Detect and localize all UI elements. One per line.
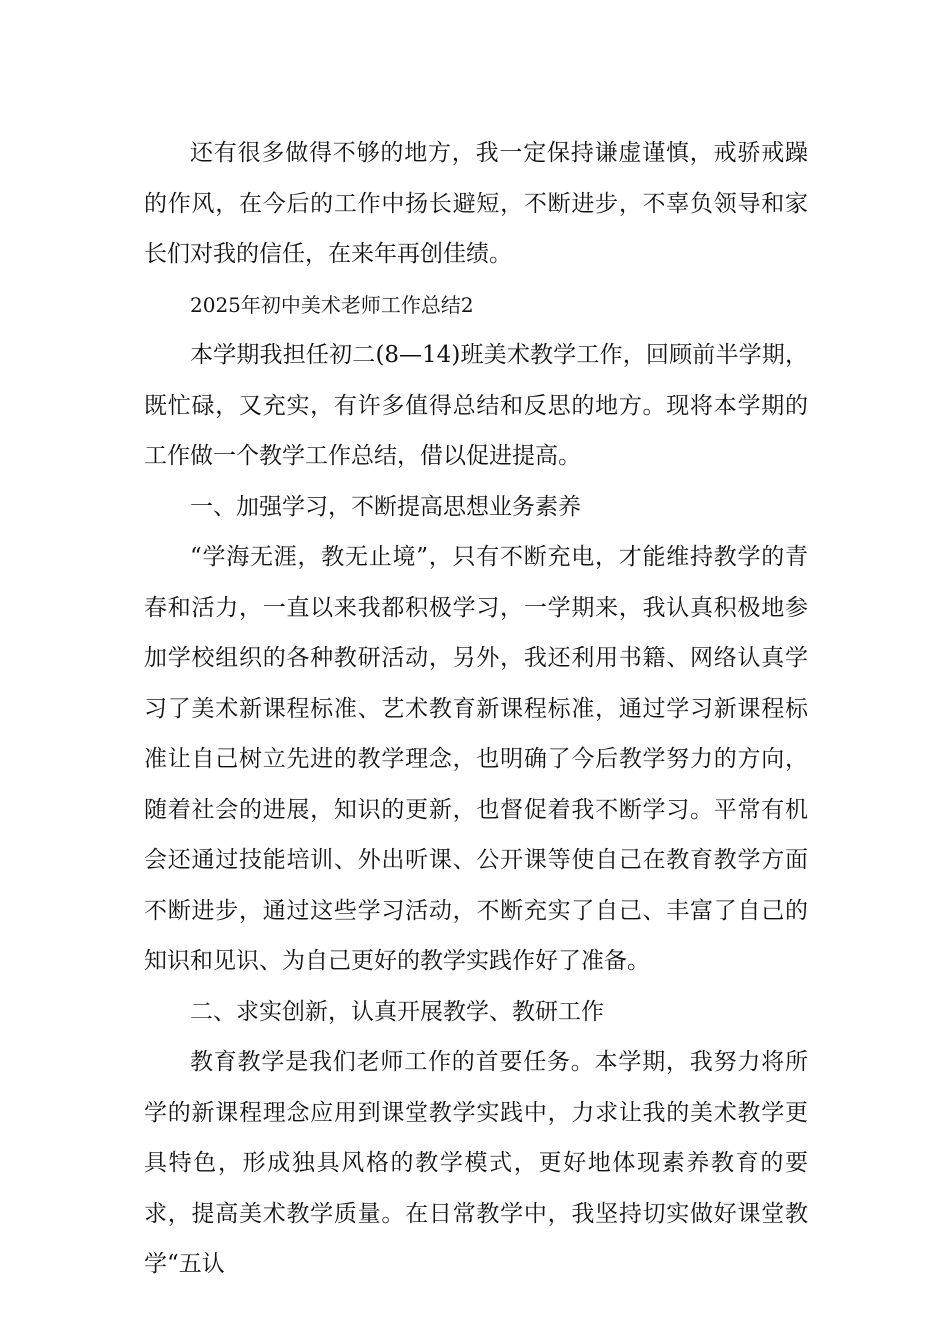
document-body xyxy=(144,128,808,1290)
paragraph-intro: 本学期我担任初二(8—14)班美术教学工作，回顾前半学期，既忙碌，又充实，有许多值得总结和反思的地方。现将本学期的工作做一个教学工作总结，借以促进提高。 xyxy=(144,342,808,469)
section-heading-2: 二、求实创新，认真开展教学、教研工作 xyxy=(190,998,604,1025)
document-title: 2025年初中美术老师工作总结2 xyxy=(190,292,474,317)
paragraph-closing: 还有很多做得不够的地方，我一定保持谦虚谨慎，戒骄戒躁的作风，在今后的工作中扬长避短，不断进步，不辜负领导和家长们对我的信任，在来年再创佳绩。 xyxy=(144,140,808,267)
paragraph-section-2: 教育教学是我们老师工作的首要任务。本学期，我努力将所学的新课程理念应用到课堂教学实践中，力求让我的美术教学更具特色，形成独具风格的教学模式，更好地体现素养教育的要求，提高美术教学质量。在日常教学中，我坚持切实做好课堂教学“五认 xyxy=(144,1049,808,1277)
paragraph-section-1: “学海无涯，教无止境”，只有不断充电，才能维持教学的青春和活力，一直以来我都积极学习，一学期来，我认真积极地参加学校组织的各种教研活动，另外，我还利用书籍、网络认真学习了美术新课程标准、艺术教育新课程标准，通过学习新课程标准让自己树立先进的教学理念，也明确了今后教学努力的方向，随着社会的进展，知识的更新，也督促着我不断学习。平常有机会还通过技能培训、外出听课、公开课等使自己在教育教学方面不断进步，通过这些学习活动，不断充实了自己、丰富了自己的知识和见识、为自己更好的教学实践作好了准备。 xyxy=(144,544,808,974)
section-heading-1: 一、加强学习，不断提高思想业务素养 xyxy=(190,493,581,520)
